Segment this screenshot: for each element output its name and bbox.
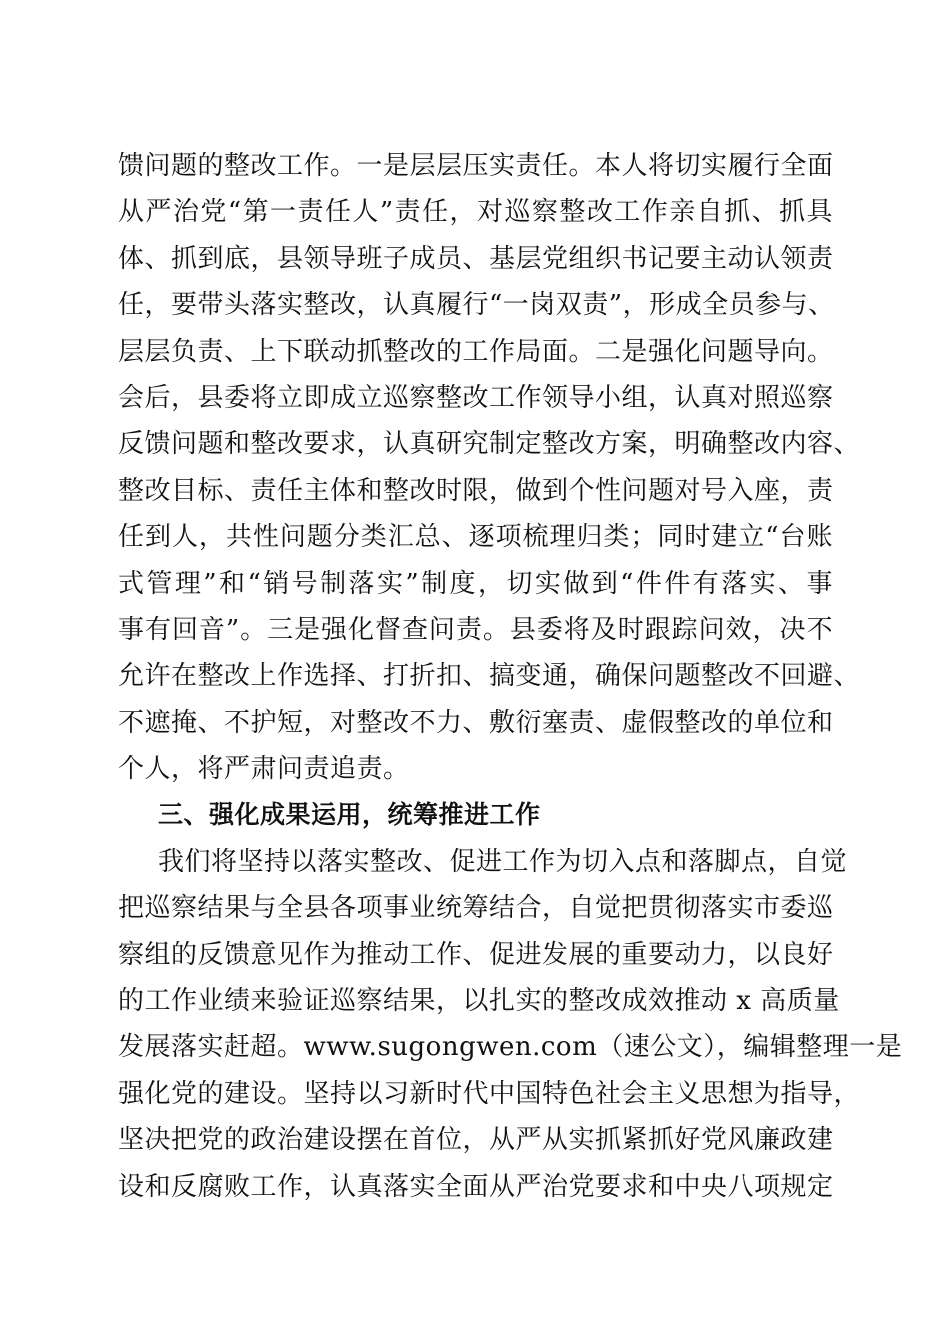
text-line: 我们将坚持以落实整改、促进工作为切入点和落脚点，自觉 (158, 846, 848, 877)
text-line: 任，要带头落实整改，认真履行“一岗双责”，形成全员参与、 (118, 290, 835, 321)
text-line: 会后，县委将立即成立巡察整改工作领导小组，认真对照巡察 (118, 382, 834, 413)
text-line: 发展落实赶超。www.sugongwen.com（速公文），编辑整理一是 (118, 1032, 903, 1063)
paragraph-1 (118, 143, 861, 792)
text-line: 式管理”和“销号制落实”制度，切实做到“件件有落实、事 (118, 568, 833, 599)
section-heading: 三、强化成果运用，统筹推进工作 (158, 800, 541, 830)
text-line: 强化党的建设。坚持以习新时代中国特色社会主义思想为指导， (118, 1078, 861, 1109)
text-line: 事有回音”。三是强化督查问责。县委将及时跟踪问效，决不 (118, 614, 833, 645)
text-line: 个人，将严肃问责追责。 (118, 754, 410, 785)
text-line: 反馈问题和整改要求，认真研究制定整改方案，明确整改内容、 (118, 429, 861, 460)
document-body (118, 143, 903, 1210)
text-line: 体、抓到底，县领导班子成员、基层党组织书记要主动认领责 (118, 243, 834, 274)
text-line: 允许在整改上作选择、打折扣、搞变通，确保问题整改不回避、 (118, 661, 861, 692)
text-line: 把巡察结果与全县各项事业统筹结合，自觉把贯彻落实市委巡 (118, 893, 834, 924)
text-line: 察组的反馈意见作为推动工作、促进发展的重要动力，以良好 (118, 939, 834, 970)
text-line: 设和反腐败工作，认真落实全面从严治党要求和中央八项规定 (118, 1171, 834, 1202)
text-line: 整改目标、责任主体和整改时限，做到个性问题对号入座，责 (118, 475, 834, 506)
text-line: 坚决把党的政治建设摆在首位，从严从实抓紧抓好党风廉政建 (118, 1125, 834, 1156)
text-line: 任到人，共性问题分类汇总、逐项梳理归类；同时建立“台账 (118, 522, 833, 553)
text-line: 馈问题的整改工作。一是层层压实责任。本人将切实履行全面 (118, 151, 834, 181)
text-line: 从严治党“第一责任人”责任，对巡察整改工作亲自抓、抓具 (118, 197, 833, 228)
text-line: 的工作业绩来验证巡察结果，以扎实的整改成效推动 x 高质量 (118, 986, 840, 1017)
text-line: 不遮掩、不护短，对整改不力、敷衍塞责、虚假整改的单位和 (118, 707, 834, 738)
paragraph-2 (118, 839, 903, 1210)
text-line: 层层负责、上下联动抓整改的工作局面。二是强化问题导向。 (118, 336, 834, 367)
